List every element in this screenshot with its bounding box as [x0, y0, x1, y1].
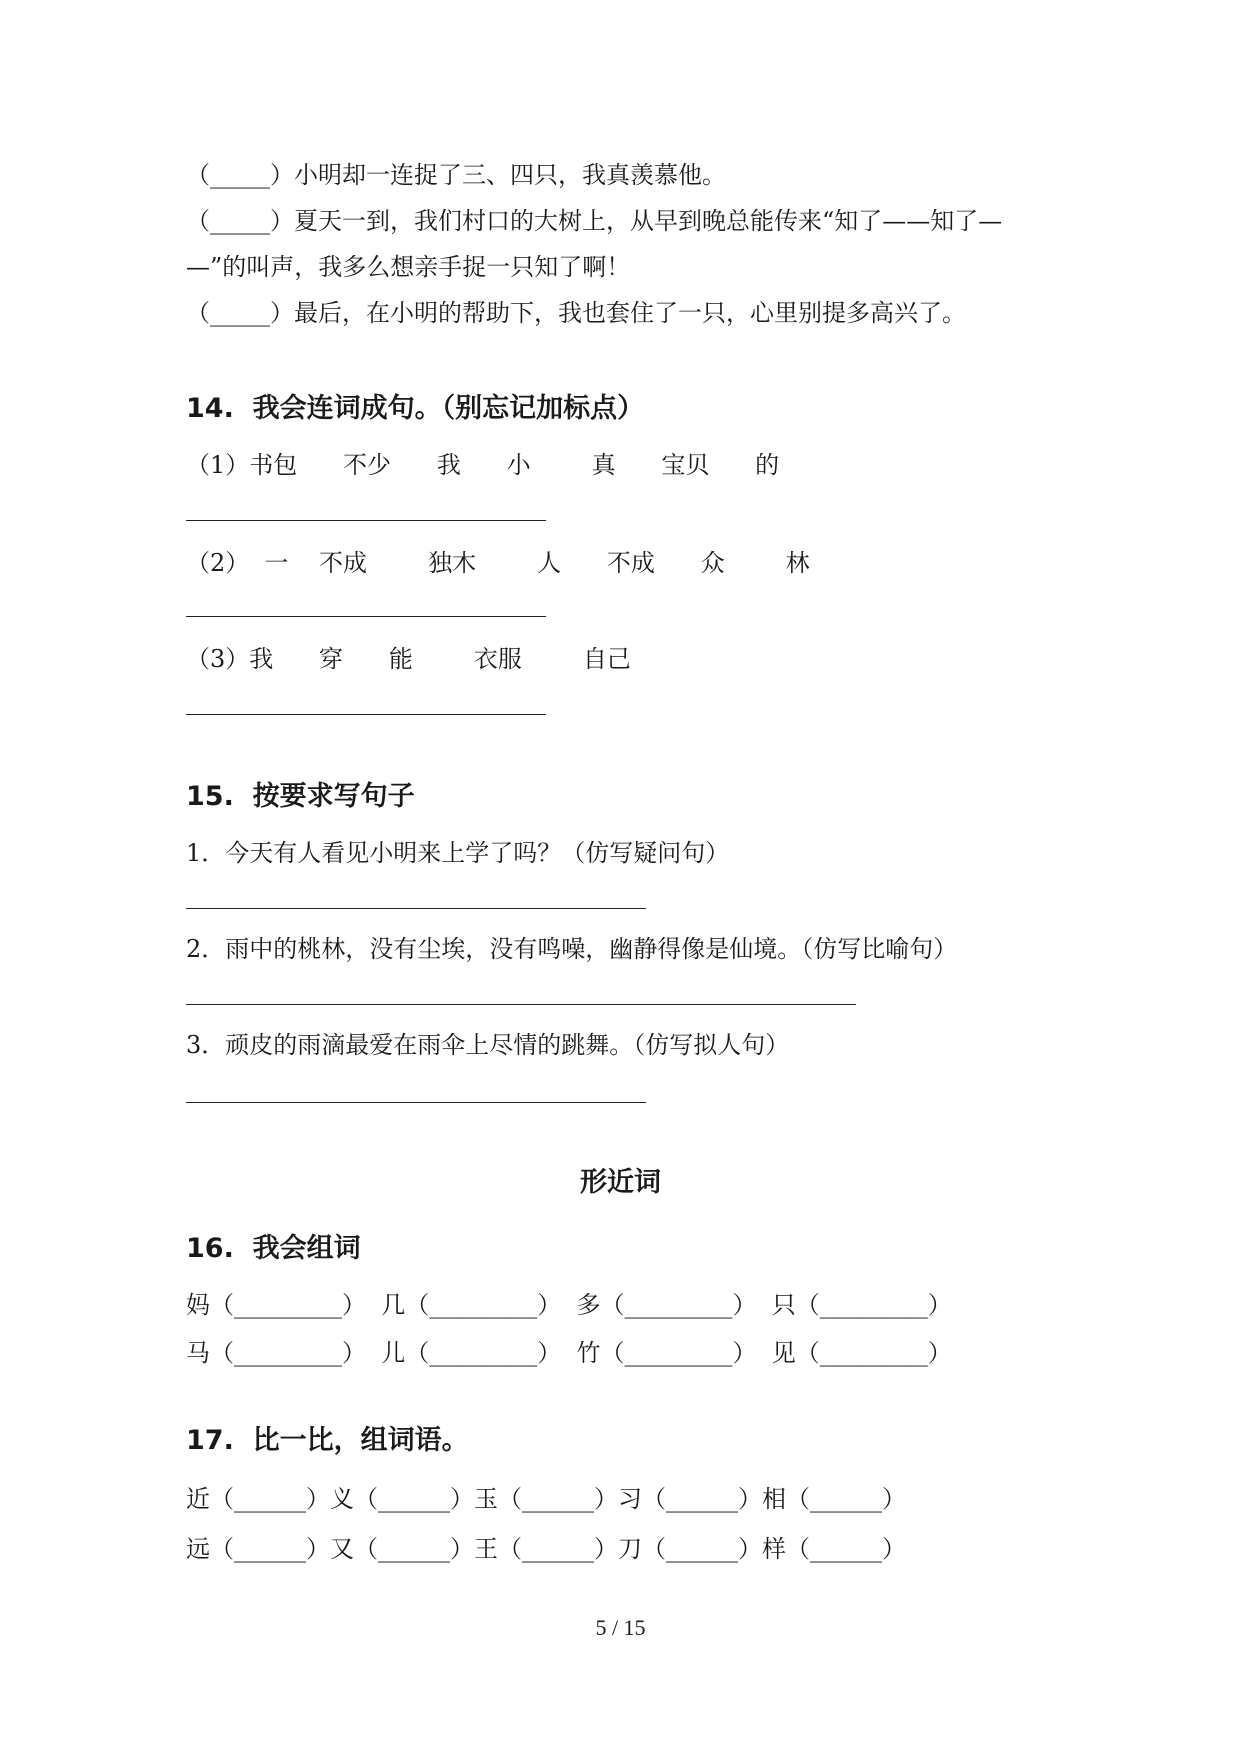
question-17-heading: 17. 比一比，组词语。	[186, 1425, 469, 1456]
compare-row-1: 近（______）义（______）玉（______）习（______）相（______）	[186, 1485, 906, 1513]
section-title: 形近词	[580, 1167, 661, 1198]
rewrite-answer-line-3[interactable]	[186, 1102, 646, 1103]
word-group-1: （1）书包 不少 我 小 真 宝贝 的	[186, 451, 780, 479]
answer-line-2[interactable]	[186, 616, 546, 617]
rewrite-item-2: 2．雨中的桃林，没有尘埃，没有鸣噪，幽静得像是仙境。（仿写比喻句）	[186, 935, 958, 963]
rewrite-answer-line-1[interactable]	[186, 908, 646, 909]
question-16-heading: 16. 我会组词	[186, 1233, 361, 1264]
word-compose-row-1: 妈（_________） 几（_________） 多（_________） 只（_________）	[186, 1291, 952, 1319]
rewrite-item-3: 3．顽皮的雨滴最爱在雨伞上尽情的跳舞。（仿写拟人句）	[186, 1031, 790, 1059]
question-15-heading: 15. 按要求写句子	[186, 781, 415, 812]
rewrite-item-1: 1．今天有人看见小明来上学了吗？（仿写疑问句）	[186, 839, 730, 867]
word-compose-row-2: 马（_________） 儿（_________） 竹（_________） 见（_________）	[186, 1339, 952, 1367]
word-group-2: （2） 一 不成 独木 人 不成 众 林	[186, 549, 810, 577]
rewrite-answer-line-2[interactable]	[186, 1004, 856, 1005]
page-number: 5 / 15	[595, 1615, 646, 1640]
sentence-order-line-3: —”的叫声，我多么想亲手捉一只知了啊！	[186, 253, 631, 281]
compare-row-2: 远（______）又（______）王（______）刀（______）样（______）	[186, 1535, 906, 1563]
answer-line-3[interactable]	[186, 714, 546, 715]
word-group-3: （3）我 穿 能 衣服 自己	[186, 645, 631, 673]
sentence-order-line-2: （_____）夏天一到，我们村口的大树上，从早到晚总能传来“知了——知了—	[186, 207, 1003, 235]
sentence-order-line-4: （_____）最后，在小明的帮助下，我也套住了一只，心里别提多高兴了。	[186, 299, 966, 327]
sentence-order-line-1: （_____）小明却一连捉了三、四只，我真羡慕他。	[186, 161, 726, 189]
question-14-heading: 14. 我会连词成句。（别忘记加标点）	[186, 393, 645, 424]
answer-line-1[interactable]	[186, 520, 546, 521]
